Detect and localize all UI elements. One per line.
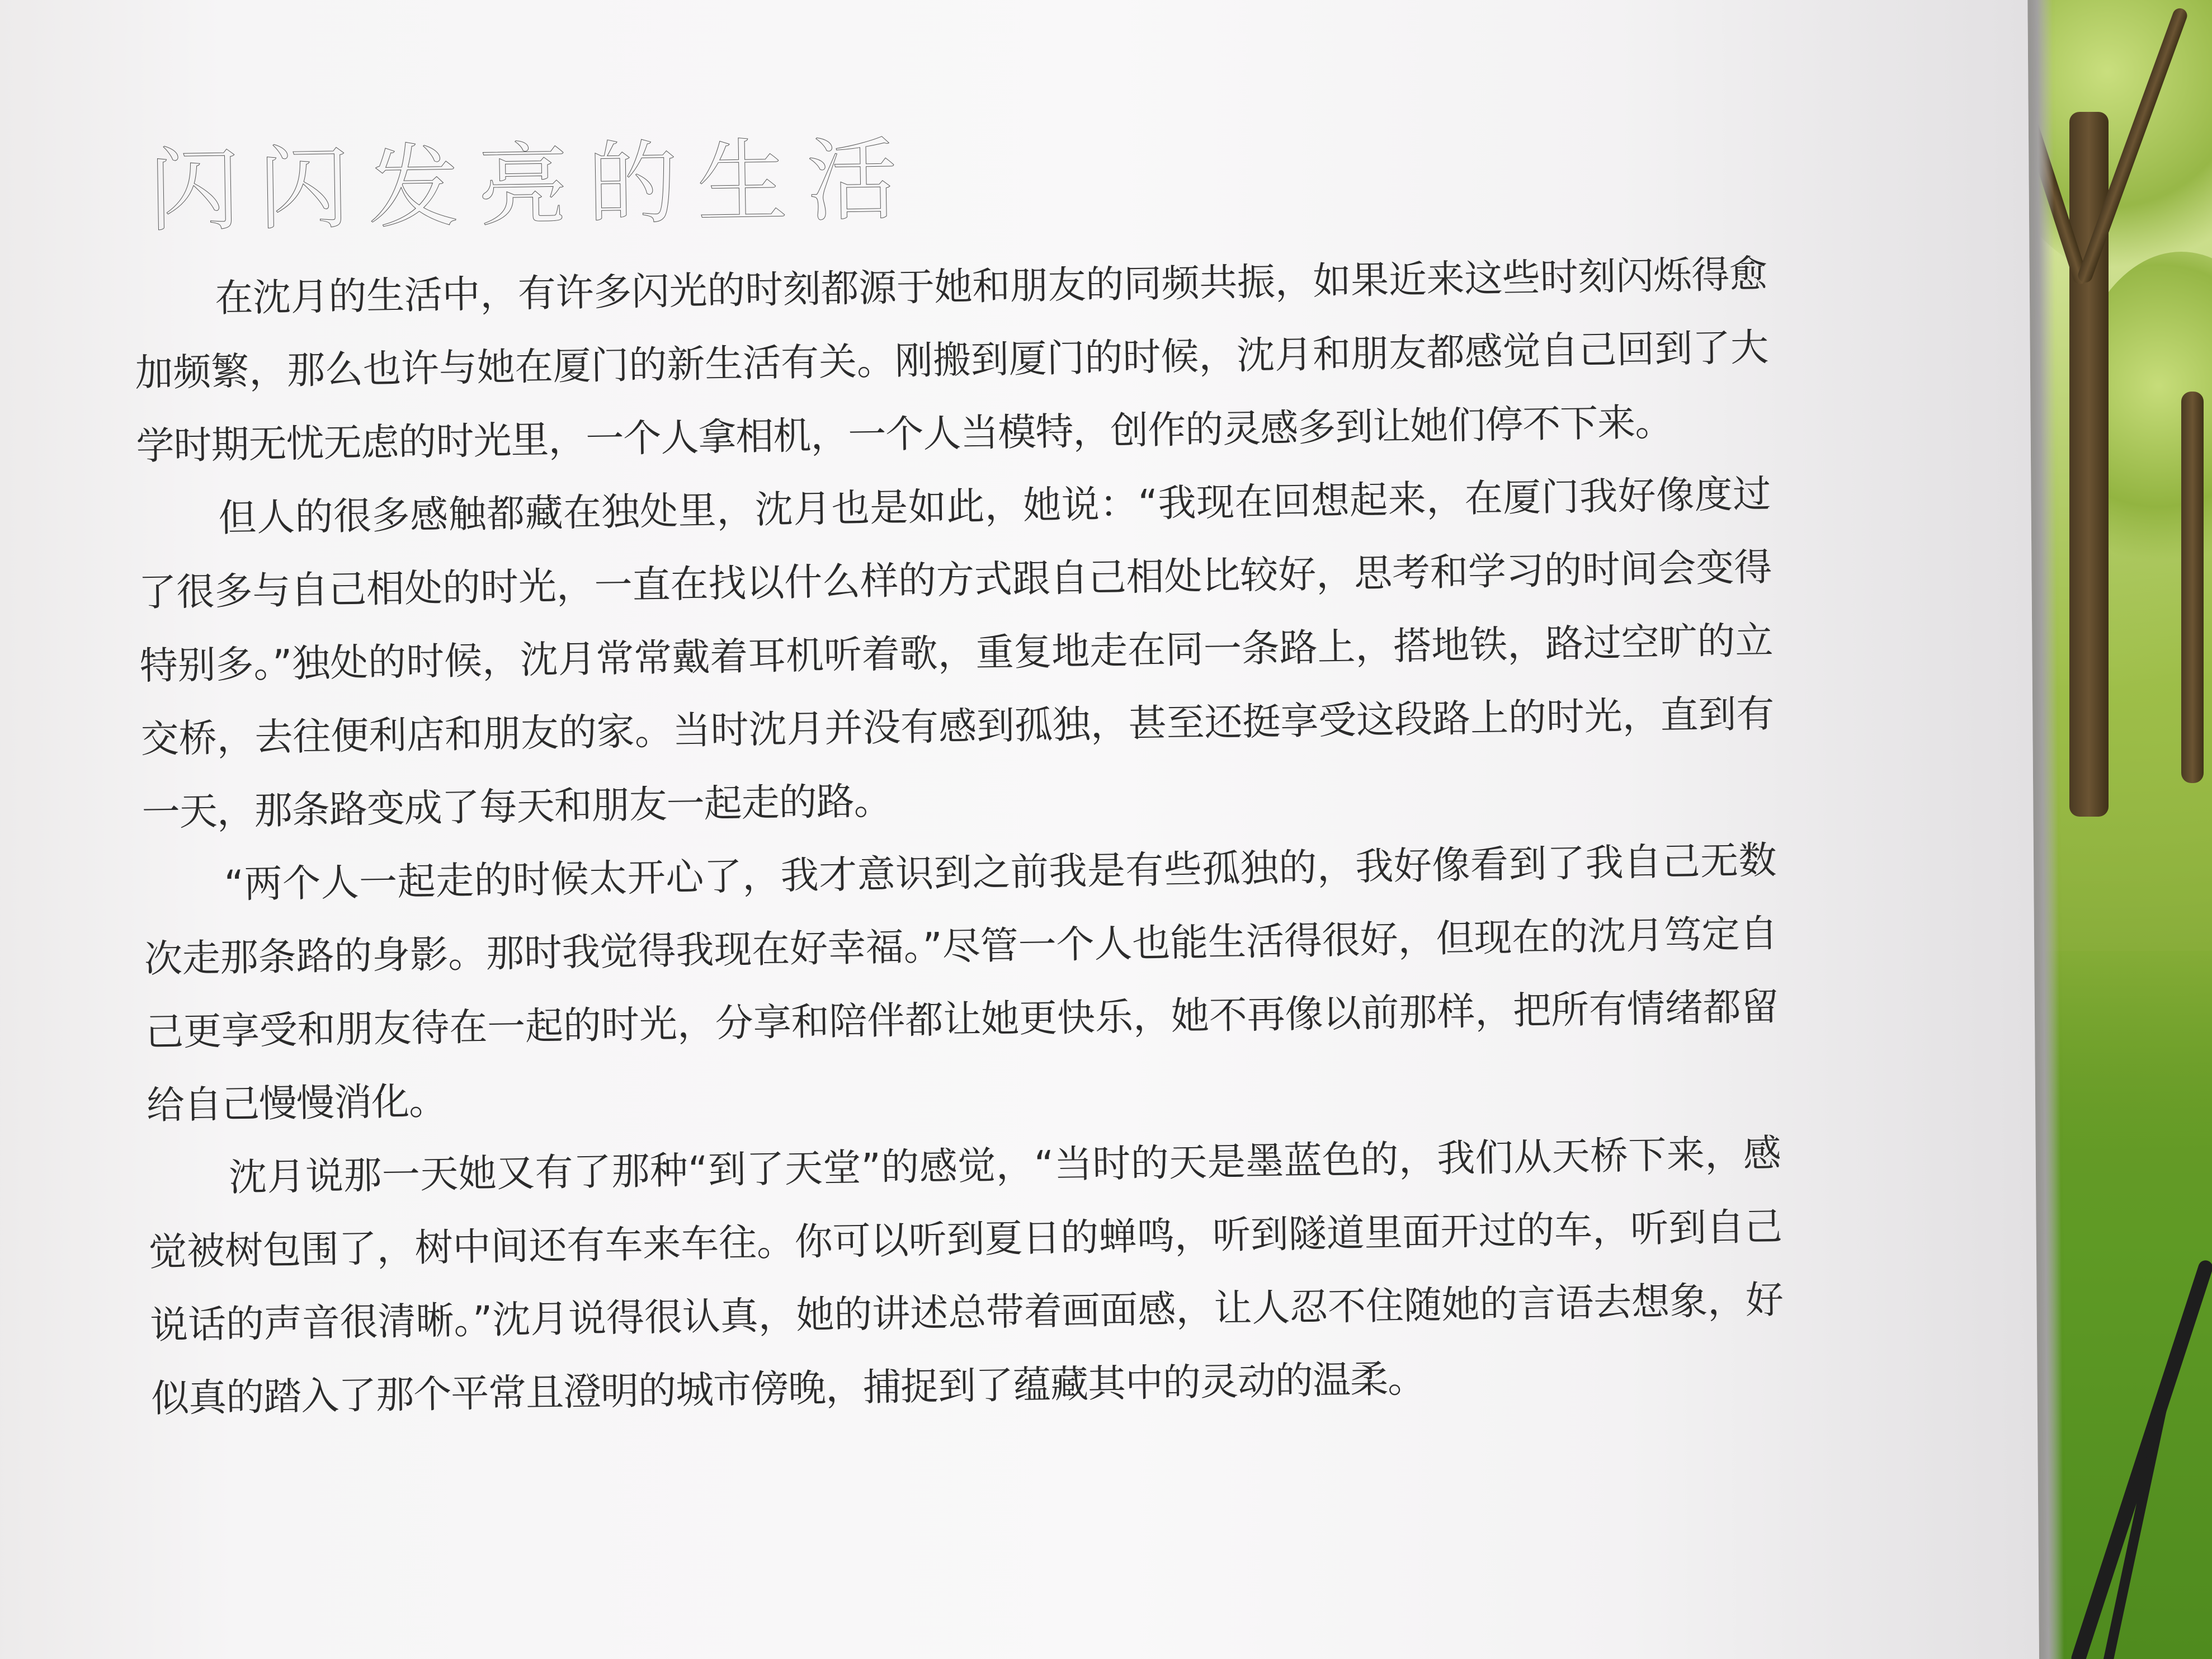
article-paragraph: “两个人一起走的时候太开心了，我才意识到之前我是有些孤独的，我好像看到了我自己无数次走那条路的身影。那时我觉得我现在好幸福。”尽管一个人也能生活得很好，但现在的沈月笃定自己更享受和朋友待在一起的时光，分享和陪伴都让她更快乐，她不再像以前那样，把所有情绪都留给自己慢慢消化。: [144, 838, 1779, 1128]
tree-trunk: [2181, 392, 2204, 783]
article-title: 闪闪发亮的生活: [148, 127, 917, 245]
article-paragraph: 沈月说那一天她又有了那种“到了天堂”的感觉，“当时的天是墨蓝色的，我们从天桥下来，感觉被树包围了，树中间还有车来车往。你可以听到夏日的蝉鸣，听到隧道里面开过的车，听到自己说话的声音很清晰。”沈月说得很认真，她的讲述总带着画面感，让人忍不住随她的言语去想象，好似真的踏入了那个平常且澄明的城市傍晚，捕捉到了蕴藏其中的灵动的温柔。: [148, 1132, 1784, 1421]
article: [131, 117, 1785, 1436]
article-paragraph: 在沈月的生活中，有许多闪光的时刻都源于她和朋友的同频共振，如果近来这些时刻闪烁得愈加频繁，那么也许与她在厦门的新生活有关。刚搬到厦门的时候，沈月和朋友都感觉自己回到了大学时期无忧无虑的时光里，一个人拿相机，一个人当模特，创作的灵感多到让她们停不下来。: [134, 252, 1768, 469]
article-paragraph: 但人的很多感触都藏在独处里，沈月也是如此，她说：“我现在回想起来，在厦门我好像度过了很多与自己相处的时光，一直在找以什么样的方式跟自己相处比较好，思考和学习的时间会变得特别多。”独处的时候，沈月常常戴着耳机听着歌，重复地走在同一条路上，搭地铁，路过空旷的立交桥，去往便利店和朋友的家。当时沈月并没有感到孤独，甚至还挺享受这段路上的时光，直到有一天，那条路变成了每天和朋友一起走的路。: [138, 472, 1775, 836]
